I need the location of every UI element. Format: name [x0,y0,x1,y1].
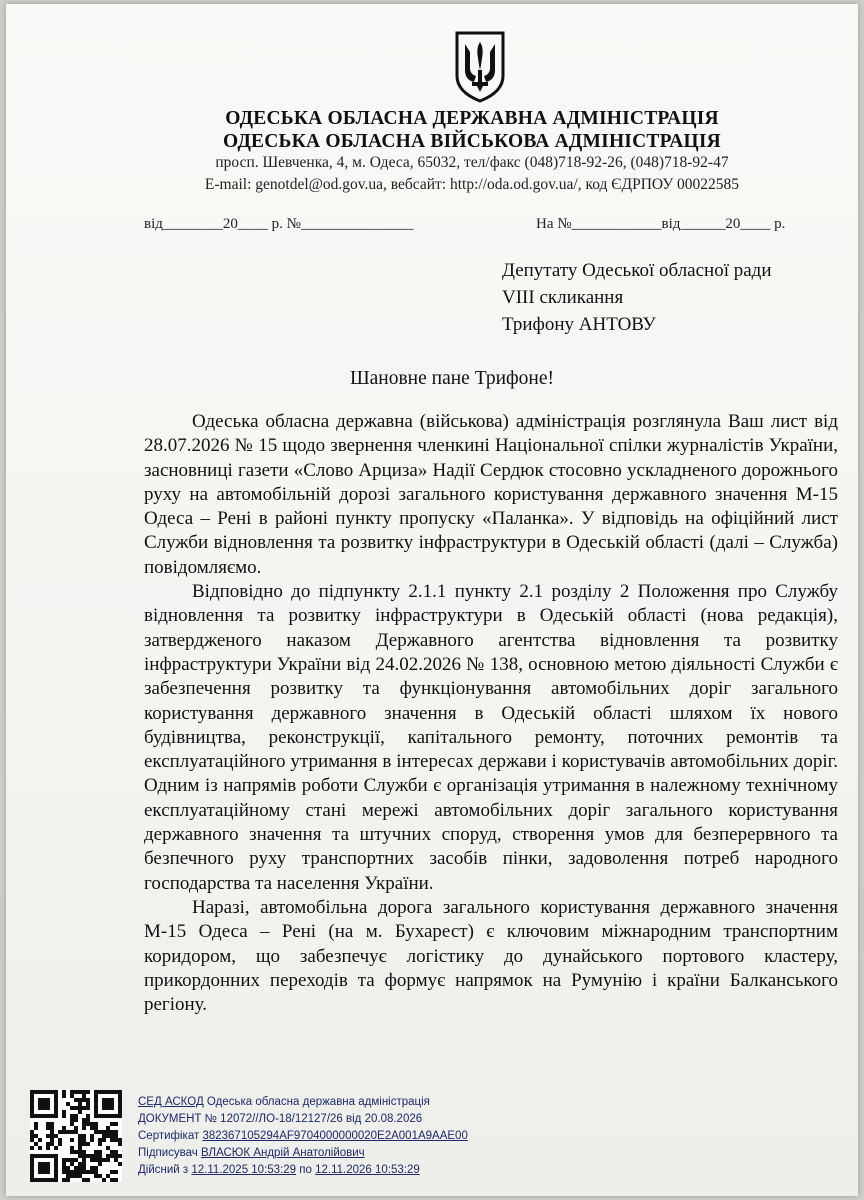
letter-page [6,4,858,1196]
body-paragraph-1: Одеська обласна державна (військова) адміністрація розглянула Ваш лист від 28.07.2026 № 15 щодо звернення членкині Національної спілки журналістів України, засновниці газети «Слово Арциза» Надії Сердюк стосовно ускладненого дорожнього руху на автомобільній дорозі загального користування державного значення М-15 Одеса – Рені в районі пункту пропуску «Паланка». У відповідь на офіційний лист Служби відновлення та розвитку інфраструктури в Одеській області (далі – Служба) повідомляємо. [144,411,838,578]
qr-code-icon [30,1090,122,1182]
body-paragraph-3: Наразі, автомобільна дорога загального користування державного значення М-15 Одеса – Рені (на м. Бухарест) є ключовим міжнародним транспортним коридором, що забезпечує логістику до дунайського портового кластеру, прикордонних переходів та формує напрямок на Румунію і країни Балканського регіону. [144,896,838,1016]
contact-address-line: просп. Шевченка, 4, м. Одеса, 65032, тел/факс (048)718-92-26, (048)718-92-47 [215,154,729,171]
e-signature-certificate: Сертифікат 382367105294AF9704000000020E2A001A9AAE00 [138,1130,468,1142]
certificate-id: 382367105294AF9704000000020E2A001A9AAE00 [202,1130,468,1142]
organization-name-line-2: ОДЕСЬКА ОБЛАСНА ВІЙСЬКОВА АДМІНІСТРАЦІЯ [223,131,721,152]
addressee-line-2: VIII скликання [502,287,624,308]
incoming-reference-field: На №____________від______20____ р. [536,216,786,232]
e-signature-signer: Підписувач ВЛАСЮК Андрій Анатолійович [138,1147,365,1159]
addressee-name: Трифону АНТОВУ [502,314,656,335]
valid-from: 12.11.2025 10:53:29 [191,1164,297,1176]
e-signature-system-line: СЕД АСКОД Одеська обласна державна адміністрація [138,1096,430,1108]
addressee-line-1: Депутату Одеської обласної ради [502,260,772,281]
trident-coat-of-arms-icon [454,30,506,104]
signer-name: ВЛАСЮК Андрій Анатолійович [201,1147,365,1159]
salutation: Шановне пане Трифоне! [349,368,555,389]
e-signature-document-number: ДОКУМЕНТ № 12072//ЛО-18/12127/26 від 20.08.2026 [138,1113,423,1125]
organization-name-line-1: ОДЕСЬКА ОБЛАСНА ДЕРЖАВНА АДМІНІСТРАЦІЯ [225,108,719,129]
valid-to: 12.11.2026 10:53:29 [315,1164,420,1176]
e-signature-system-link[interactable]: СЕД АСКОД [138,1096,204,1108]
body-paragraph-2: Відповідно до підпункту 2.1.1 пункту 2.1 розділу 2 Положення про Службу відновлення та розвитку інфраструктури в Одеській області (нова редакція), затвердженого наказом Державного агентства відновлення та розвитку інфраструктури України від 24.02.2026 № 138, основною метою діяльності Служби є забезпечення розвитку та функціонування автомобільних доріг загального користування державного значення в Одеській області шляхом їх нового будівництва, реконструкції, капітального ремонту, поточних ремонтів та експлуатаційного утримання в інтересах держави і користувачів автомобільних доріг. Одним із напрямів роботи Служби є організація утримання в належному технічному експлуатаційному стані мережі автомобільних доріг загального користування державного значення та штучних споруд, створення умов для безперервного та безпечного руху транспортних засобів пінки, задоволення потреб народного господарства та населення України. [144,581,838,894]
letter-body [144,410,838,1017]
contact-email-line: E-mail: genotdel@od.gov.ua, вебсайт: http://oda.od.gov.ua/, код ЄДРПОУ 00022585 [204,176,740,193]
outgoing-registration-field: від________20____ р. №_______________ [144,216,414,232]
e-signature-validity: Дійсний з 12.11.2025 10:53:29 по 12.11.2026 10:53:29 [138,1164,420,1176]
